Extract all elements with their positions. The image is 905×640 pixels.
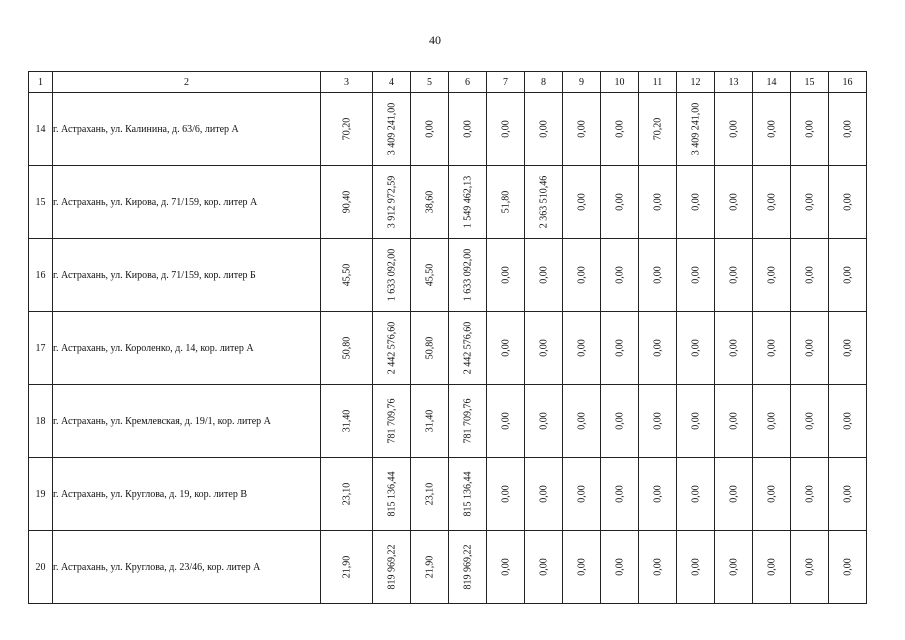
value-text: 1 549 462,13 — [462, 175, 473, 229]
column-header-7: 7 — [487, 72, 525, 93]
value-cell — [321, 239, 373, 312]
value-text: 0,00 — [652, 558, 663, 576]
value-text: 1 633 092,00 — [386, 248, 397, 302]
value-cell — [487, 458, 525, 531]
value-text: 2 442 576,60 — [462, 321, 473, 375]
value-cell — [753, 458, 791, 531]
value-text: 0,00 — [728, 266, 739, 284]
value-text: 0,00 — [804, 339, 815, 357]
value-text: 0,00 — [576, 412, 587, 430]
value-cell — [601, 458, 639, 531]
value-text: 45,50 — [341, 263, 352, 287]
column-header-13: 13 — [715, 72, 753, 93]
value-cell — [753, 531, 791, 604]
table-row — [29, 166, 867, 239]
value-text: 0,00 — [500, 266, 511, 284]
value-text: 0,00 — [804, 412, 815, 430]
value-text: 781 709,76 — [386, 398, 397, 444]
value-cell — [525, 531, 563, 604]
value-text: 0,00 — [842, 120, 853, 138]
value-text: 0,00 — [576, 193, 587, 211]
value-text: 31,40 — [341, 409, 352, 433]
column-header-12: 12 — [677, 72, 715, 93]
table-row — [29, 239, 867, 312]
column-header-16: 16 — [829, 72, 867, 93]
column-header-15: 15 — [791, 72, 829, 93]
value-text: 0,00 — [766, 558, 777, 576]
value-cell — [525, 312, 563, 385]
value-text: 0,00 — [728, 339, 739, 357]
value-text: 31,40 — [424, 409, 435, 433]
value-text: 70,20 — [341, 117, 352, 141]
value-text: 21,90 — [341, 555, 352, 579]
value-cell — [715, 166, 753, 239]
value-cell — [373, 312, 411, 385]
value-text: 21,90 — [424, 555, 435, 579]
value-cell — [601, 93, 639, 166]
value-cell — [677, 385, 715, 458]
column-header-5: 5 — [411, 72, 449, 93]
value-cell — [639, 166, 677, 239]
value-cell — [373, 93, 411, 166]
value-cell — [525, 93, 563, 166]
page-number: 40 — [429, 33, 441, 47]
value-text: 0,00 — [766, 412, 777, 430]
value-text: 0,00 — [500, 485, 511, 503]
value-text: 0,00 — [614, 120, 625, 138]
value-cell — [753, 239, 791, 312]
value-text: 50,80 — [424, 336, 435, 360]
value-text: 819 969,22 — [462, 544, 473, 590]
property-register-table — [28, 71, 867, 604]
value-text: 1 633 092,00 — [462, 248, 473, 302]
value-text: 0,00 — [804, 120, 815, 138]
value-text: 38,60 — [424, 190, 435, 214]
address-cell: г. Астрахань, ул. Короленко, д. 14, кор. литер А — [53, 312, 321, 385]
value-cell — [487, 166, 525, 239]
value-text: 0,00 — [538, 266, 549, 284]
value-cell — [563, 458, 601, 531]
value-cell — [563, 531, 601, 604]
value-cell — [639, 531, 677, 604]
value-cell — [829, 239, 867, 312]
value-cell — [677, 239, 715, 312]
row-number: 15 — [29, 166, 53, 239]
value-cell — [829, 312, 867, 385]
value-text: 0,00 — [766, 266, 777, 284]
value-cell — [411, 312, 449, 385]
value-text: 0,00 — [728, 412, 739, 430]
row-number: 16 — [29, 239, 53, 312]
value-cell — [753, 166, 791, 239]
value-text: 0,00 — [576, 120, 587, 138]
value-cell — [321, 385, 373, 458]
value-cell — [639, 239, 677, 312]
value-text: 0,00 — [690, 339, 701, 357]
value-cell — [639, 458, 677, 531]
value-text: 0,00 — [690, 485, 701, 503]
value-text: 0,00 — [500, 558, 511, 576]
value-text: 70,20 — [652, 117, 663, 141]
address-cell: г. Астрахань, ул. Круглова, д. 19, кор. литер В — [53, 458, 321, 531]
table-row — [29, 93, 867, 166]
column-header-4: 4 — [373, 72, 411, 93]
value-cell — [677, 531, 715, 604]
value-cell — [411, 239, 449, 312]
value-cell — [715, 312, 753, 385]
value-cell — [601, 385, 639, 458]
value-text: 0,00 — [842, 266, 853, 284]
value-text: 0,00 — [538, 339, 549, 357]
value-cell — [373, 531, 411, 604]
value-cell — [791, 385, 829, 458]
value-text: 819 969,22 — [386, 544, 397, 590]
value-cell — [715, 458, 753, 531]
table-row — [29, 458, 867, 531]
value-cell — [411, 93, 449, 166]
value-cell — [791, 531, 829, 604]
value-cell — [321, 531, 373, 604]
value-cell — [639, 385, 677, 458]
value-cell — [373, 239, 411, 312]
column-header-11: 11 — [639, 72, 677, 93]
value-cell — [639, 93, 677, 166]
value-text: 0,00 — [614, 558, 625, 576]
value-cell — [373, 385, 411, 458]
value-cell — [487, 312, 525, 385]
value-cell — [449, 531, 487, 604]
value-cell — [411, 458, 449, 531]
value-text: 51,80 — [500, 190, 511, 214]
value-text: 0,00 — [614, 266, 625, 284]
value-text: 2 363 510,46 — [538, 175, 549, 229]
value-cell — [677, 458, 715, 531]
value-text: 815 136,44 — [386, 471, 397, 517]
column-header-1: 1 — [29, 72, 53, 93]
address-cell: г. Астрахань, ул. Кремлевская, д. 19/1, кор. литер А — [53, 385, 321, 458]
value-text: 0,00 — [576, 485, 587, 503]
value-cell — [563, 312, 601, 385]
value-text: 0,00 — [652, 193, 663, 211]
value-text: 0,00 — [690, 558, 701, 576]
value-cell — [791, 312, 829, 385]
table-body — [29, 93, 867, 604]
address-cell: г. Астрахань, ул. Кирова, д. 71/159, кор. литер Б — [53, 239, 321, 312]
value-text: 0,00 — [652, 412, 663, 430]
value-cell — [791, 93, 829, 166]
value-cell — [487, 239, 525, 312]
value-text: 0,00 — [842, 339, 853, 357]
value-text: 0,00 — [804, 193, 815, 211]
value-cell — [563, 166, 601, 239]
value-text: 0,00 — [842, 485, 853, 503]
value-cell — [321, 166, 373, 239]
value-text: 0,00 — [500, 412, 511, 430]
value-cell — [677, 166, 715, 239]
value-cell — [449, 239, 487, 312]
value-text: 23,10 — [341, 482, 352, 506]
value-cell — [791, 239, 829, 312]
value-text: 0,00 — [766, 485, 777, 503]
value-cell — [601, 239, 639, 312]
value-cell — [563, 385, 601, 458]
value-cell — [601, 166, 639, 239]
value-cell — [791, 458, 829, 531]
value-text: 0,00 — [500, 120, 511, 138]
value-text: 0,00 — [804, 266, 815, 284]
value-text: 2 442 576,60 — [386, 321, 397, 375]
value-text: 0,00 — [614, 412, 625, 430]
value-cell — [829, 385, 867, 458]
value-cell — [601, 531, 639, 604]
table-header — [29, 72, 867, 93]
value-cell — [715, 239, 753, 312]
value-text: 90,40 — [341, 190, 352, 214]
value-cell — [373, 166, 411, 239]
row-number: 17 — [29, 312, 53, 385]
value-text: 0,00 — [576, 266, 587, 284]
value-text: 0,00 — [652, 485, 663, 503]
value-cell — [563, 93, 601, 166]
value-text: 45,50 — [424, 263, 435, 287]
value-text: 0,00 — [424, 120, 435, 138]
value-cell — [829, 166, 867, 239]
row-number: 19 — [29, 458, 53, 531]
value-cell — [829, 458, 867, 531]
value-cell — [411, 385, 449, 458]
header-row — [29, 72, 867, 93]
value-cell — [525, 385, 563, 458]
value-cell — [321, 458, 373, 531]
value-cell — [715, 93, 753, 166]
value-cell — [715, 385, 753, 458]
row-number: 14 — [29, 93, 53, 166]
value-cell — [411, 531, 449, 604]
value-text: 0,00 — [652, 339, 663, 357]
value-cell — [829, 93, 867, 166]
table-row — [29, 385, 867, 458]
value-cell — [639, 312, 677, 385]
value-text: 0,00 — [842, 193, 853, 211]
value-text: 0,00 — [804, 485, 815, 503]
value-text: 0,00 — [766, 193, 777, 211]
value-text: 0,00 — [538, 558, 549, 576]
column-header-8: 8 — [525, 72, 563, 93]
value-cell — [753, 93, 791, 166]
value-cell — [449, 166, 487, 239]
value-text: 0,00 — [538, 412, 549, 430]
value-text: 0,00 — [728, 120, 739, 138]
value-cell — [373, 458, 411, 531]
value-text: 3 409 241,00 — [690, 102, 701, 156]
value-text: 23,10 — [424, 482, 435, 506]
value-text: 0,00 — [728, 485, 739, 503]
value-cell — [829, 531, 867, 604]
value-text: 0,00 — [652, 266, 663, 284]
value-cell — [677, 93, 715, 166]
value-text: 0,00 — [766, 339, 777, 357]
value-cell — [563, 239, 601, 312]
row-number: 20 — [29, 531, 53, 604]
value-text: 0,00 — [576, 339, 587, 357]
value-cell — [525, 166, 563, 239]
value-text: 0,00 — [614, 339, 625, 357]
value-cell — [753, 385, 791, 458]
column-header-10: 10 — [601, 72, 639, 93]
value-cell — [449, 93, 487, 166]
value-cell — [601, 312, 639, 385]
value-cell — [753, 312, 791, 385]
address-cell: г. Астрахань, ул. Калинина, д. 63/6, литер А — [53, 93, 321, 166]
value-cell — [449, 458, 487, 531]
table-row — [29, 531, 867, 604]
value-cell — [321, 93, 373, 166]
value-text: 0,00 — [804, 558, 815, 576]
value-text: 0,00 — [766, 120, 777, 138]
value-cell — [791, 166, 829, 239]
value-cell — [715, 531, 753, 604]
value-text: 0,00 — [842, 558, 853, 576]
value-text: 0,00 — [462, 120, 473, 138]
value-text: 0,00 — [500, 339, 511, 357]
column-header-14: 14 — [753, 72, 791, 93]
value-cell — [449, 312, 487, 385]
value-cell — [411, 166, 449, 239]
value-text: 781 709,76 — [462, 398, 473, 444]
value-text: 0,00 — [614, 193, 625, 211]
value-cell — [525, 458, 563, 531]
address-cell: г. Астрахань, ул. Кирова, д. 71/159, кор. литер А — [53, 166, 321, 239]
value-text: 0,00 — [690, 266, 701, 284]
value-text: 0,00 — [538, 485, 549, 503]
value-text: 0,00 — [576, 558, 587, 576]
row-number: 18 — [29, 385, 53, 458]
column-header-3: 3 — [321, 72, 373, 93]
value-text: 0,00 — [842, 412, 853, 430]
value-text: 0,00 — [728, 558, 739, 576]
value-text: 0,00 — [538, 120, 549, 138]
value-text: 0,00 — [728, 193, 739, 211]
address-cell: г. Астрахань, ул. Круглова, д. 23/46, кор. литер А — [53, 531, 321, 604]
value-cell — [525, 239, 563, 312]
value-cell — [487, 531, 525, 604]
table-row — [29, 312, 867, 385]
value-text: 0,00 — [690, 412, 701, 430]
value-cell — [321, 312, 373, 385]
value-text: 0,00 — [690, 193, 701, 211]
column-header-6: 6 — [449, 72, 487, 93]
value-cell — [487, 93, 525, 166]
value-cell — [449, 385, 487, 458]
value-cell — [677, 312, 715, 385]
value-text: 50,80 — [341, 336, 352, 360]
value-text: 815 136,44 — [462, 471, 473, 517]
value-text: 3 912 972,59 — [386, 175, 397, 229]
value-text: 0,00 — [614, 485, 625, 503]
value-text: 3 409 241,00 — [386, 102, 397, 156]
value-cell — [487, 385, 525, 458]
column-header-2: 2 — [53, 72, 321, 93]
column-header-9: 9 — [563, 72, 601, 93]
